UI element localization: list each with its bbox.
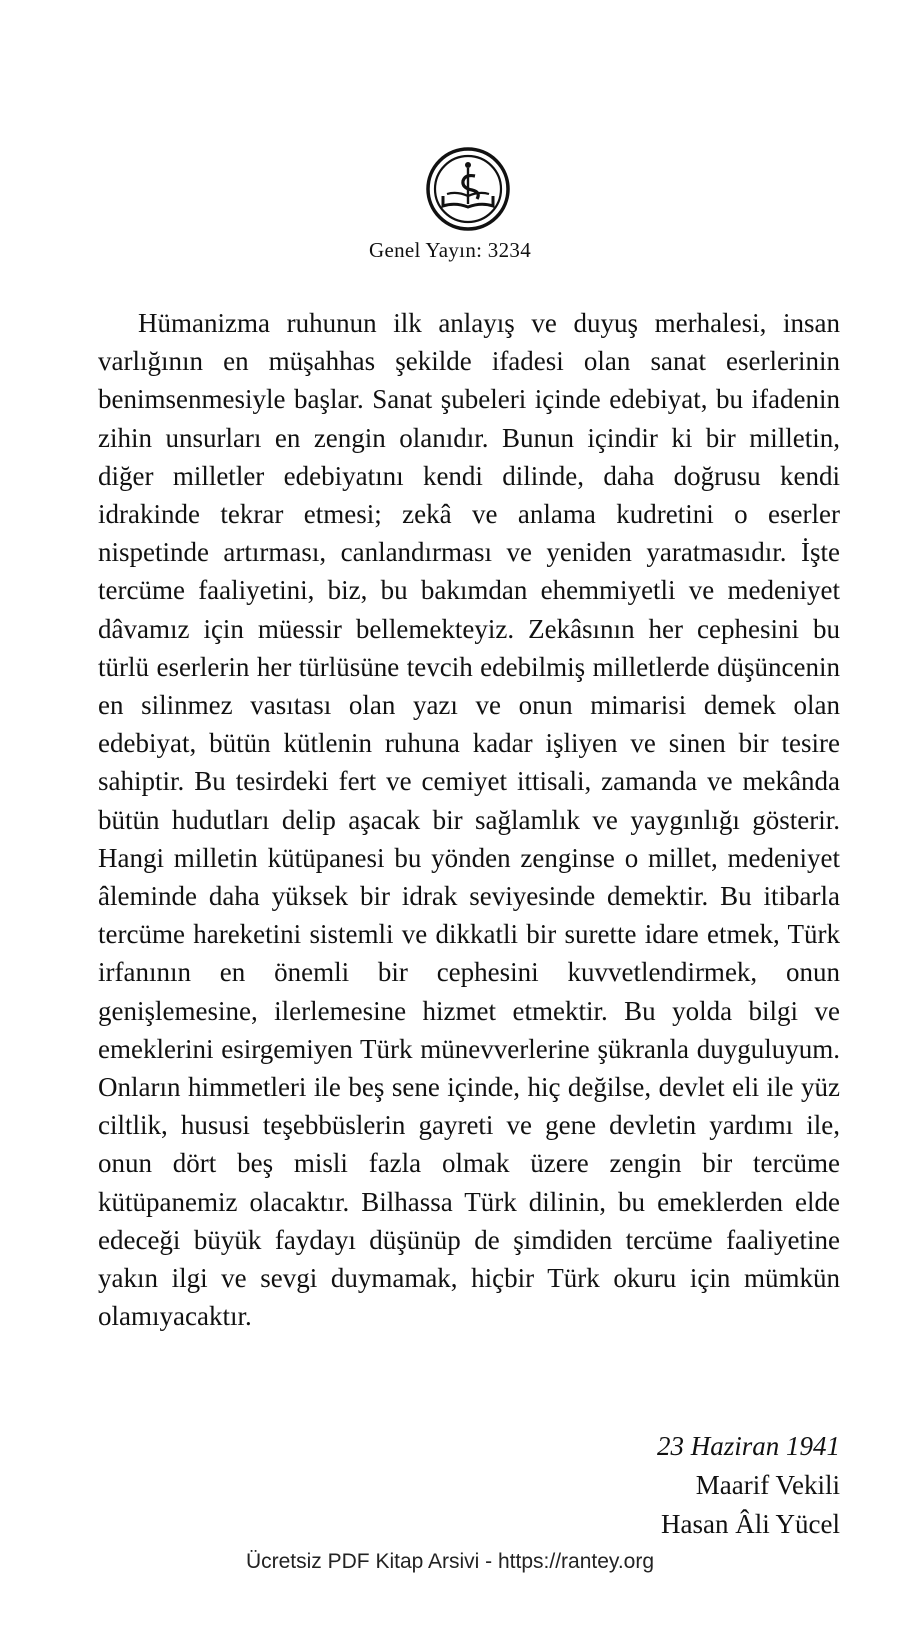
signature-title: Maarif Vekili bbox=[695, 1470, 840, 1500]
signature-block bbox=[657, 1427, 840, 1544]
signature-date: 23 Haziran 1941 bbox=[656, 1431, 840, 1461]
signature-name: Hasan Âli Yücel bbox=[661, 1509, 840, 1539]
footer-watermark: Ücretsiz PDF Kitap Arsivi - https://rantey.org bbox=[245, 1550, 655, 1573]
publisher-seal-icon bbox=[425, 146, 511, 232]
foreword-paragraph: Hümanizma ruhunun ilk anlayış ve duyuş merhalesi, insan varlığının en müşahhas şekilde ifadesi olan sanat eserlerinin benimsenmesiyle başlar. Sanat şubeleri içinde edebiyat, bu ifadenin zihin unsurları en zengin olanıdır. Bunun içindir ki bir milletin, diğer milletler edebiyatını kendi dilinde, daha doğrusu kendi idrakinde tekrar etmesi; zekâ ve anlama kudretini o eserler nispetinde artırması, canlandırması ve yeniden yaratmasıdır. İşte tercüme faaliyetini, biz, bu bakımdan ehemmiyetli ve medeniyet dâvamız için müessir bellemekteyiz. Zekâsının her cephesini bu türlü eserlerin her türlüsüne tevcih edebilmiş milletlerde düşüncenin en silinmez vasıtası olan yazı ve onun mimarisi demek olan edebiyat, bütün kütlenin ruhuna kadar işliyen ve sinen bir tesire sahiptir. Bu tesirdeki fert ve cemiyet ittisali, zamanda ve mekânda bütün hudutları delip aşacak bir sağlamlık ve yaygınlığı gösterir. Hangi milletin kütüpanesi bu yönden zenginse o millet, medeniyet âleminde daha yüksek bir idrak seviyesinde demektir. Bu itibarla tercüme hareketini sistemli ve dikkatli bir surette idare etmek, Türk irfanının en önemli bir cephesini kuvvetlendirmek, onun genişlemesine, ilerlemesine hizmet etmektir. Bu yolda bilgi ve emeklerini esirgemiyen Türk münevverlerine şükranla duyguluyum. Onların himmetleri ile beş sene içinde, hiç değilse, devlet eli ile yüz ciltlik, hususi teşebbüslerin gayreti ve gene devletin yardımı ile, onun dört beş misli fazla olmak üzere zengin bir tercüme kütüpanemiz olacaktır. Bilhassa Türk dilinin, bu emeklerden elde edeceği büyük faydayı düşünüp de şimdiden tercüme faaliyetine yakın ilgi ve sevgi duymamak, hiçbir Türk okuru için mümkün olamıyacaktır. bbox=[98, 308, 840, 1332]
series-number: Genel Yayın: 3234 bbox=[368, 238, 531, 262]
